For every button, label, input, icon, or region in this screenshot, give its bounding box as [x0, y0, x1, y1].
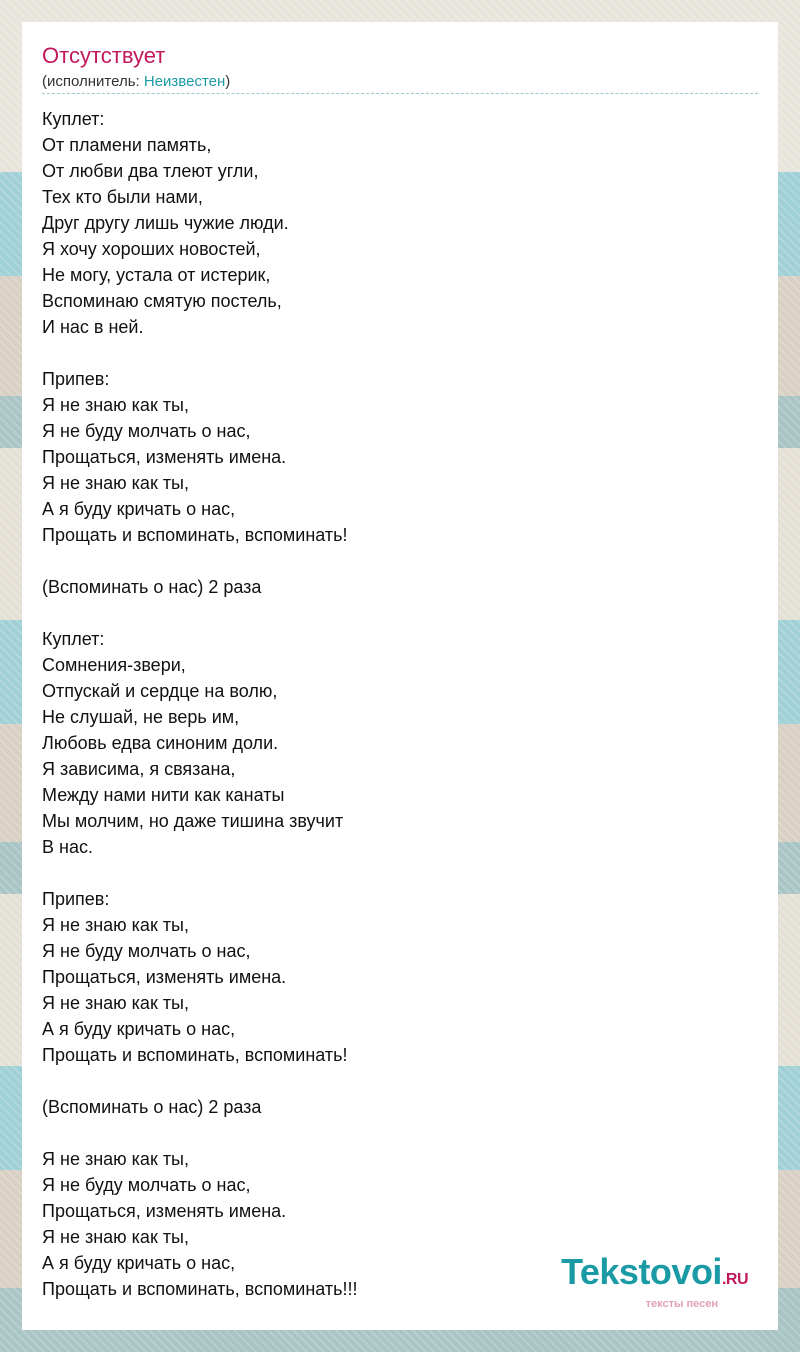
lyric-line: Друг другу лишь чужие люди. [42, 213, 289, 233]
site-logo[interactable] [561, 1251, 748, 1310]
lyric-line: Любовь едва синоним доли. [42, 733, 279, 753]
artist-prefix: (исполнитель: [42, 73, 144, 90]
lyric-line: Сомнения-звери, [42, 655, 186, 675]
lyric-line: (Вспоминать о нас) 2 раза [42, 1097, 262, 1117]
lyric-line: От любви два тлеют угли, [42, 161, 259, 181]
lyric-line: Куплет: [42, 109, 105, 129]
lyric-line: Я не знаю как ты, [42, 915, 189, 935]
title-divider [42, 93, 758, 94]
lyric-line: Я зависима, я связана, [42, 759, 236, 779]
lyric-blank-line [42, 1068, 742, 1094]
lyric-blank-line [42, 860, 742, 886]
lyric-line: Я не буду молчать о нас, [42, 1175, 251, 1195]
lyric-line: И нас в ней. [42, 317, 144, 337]
artist-line [42, 72, 230, 92]
lyric-line: Мы молчим, но даже тишина звучит [42, 811, 344, 831]
lyric-line: Я не знаю как ты, [42, 1149, 189, 1169]
artist-suffix: ) [225, 73, 231, 90]
lyric-line: Я не буду молчать о нас, [42, 421, 251, 441]
lyric-blank-line [42, 340, 742, 366]
lyrics-card [22, 22, 778, 1330]
lyric-line: А я буду кричать о нас, [42, 499, 236, 519]
lyric-line: Прощать и вспоминать, вспоминать!!! [42, 1279, 358, 1299]
lyric-line: Я не буду молчать о нас, [42, 941, 251, 961]
lyric-blank-line [42, 548, 742, 574]
lyric-line: Прощаться, изменять имена. [42, 447, 287, 467]
lyric-line: Я не знаю как ты, [42, 993, 189, 1013]
lyric-line: Я не знаю как ты, [42, 395, 189, 415]
lyric-line: Вспоминаю смятую постель, [42, 291, 282, 311]
lyrics-text [42, 106, 742, 1302]
lyric-line: Не слушай, не верь им, [42, 707, 240, 727]
lyric-line: (Вспоминать о нас) 2 раза [42, 577, 262, 597]
artist-link[interactable]: Неизвестен [143, 73, 226, 90]
lyric-line: Прощаться, изменять имена. [42, 967, 287, 987]
lyric-line: Прощать и вспоминать, вспоминать! [42, 525, 348, 545]
lyric-line: Куплет: [42, 629, 105, 649]
lyric-line: Я не знаю как ты, [42, 473, 189, 493]
lyric-line: В нас. [42, 837, 93, 857]
lyric-line: Между нами нити как канаты [42, 785, 285, 805]
song-title: Отсутствует [42, 43, 166, 68]
lyric-line: От пламени память, [42, 135, 212, 155]
lyric-line: Прощать и вспоминать, вспоминать! [42, 1045, 348, 1065]
lyric-line: Тех кто были нами, [42, 187, 203, 207]
lyric-line: Прощаться, изменять имена. [42, 1201, 287, 1221]
lyric-line: А я буду кричать о нас, [42, 1019, 236, 1039]
lyric-line: Припев: [42, 889, 110, 909]
lyric-line: Я хочу хороших новостей, [42, 239, 261, 259]
lyric-line: А я буду кричать о нас, [42, 1253, 236, 1273]
lyric-blank-line [42, 600, 742, 626]
logo-tagline: тексты песен [645, 1298, 718, 1310]
lyric-line: Не могу, устала от истерик, [42, 265, 271, 285]
lyric-line: Я не знаю как ты, [42, 1227, 189, 1247]
lyric-line: Припев: [42, 369, 110, 389]
logo-tld: .RU [721, 1271, 748, 1288]
lyric-line: Отпускай и сердце на волю, [42, 681, 278, 701]
logo-name: Tekstovoi [561, 1251, 722, 1292]
lyric-blank-line [42, 1120, 742, 1146]
